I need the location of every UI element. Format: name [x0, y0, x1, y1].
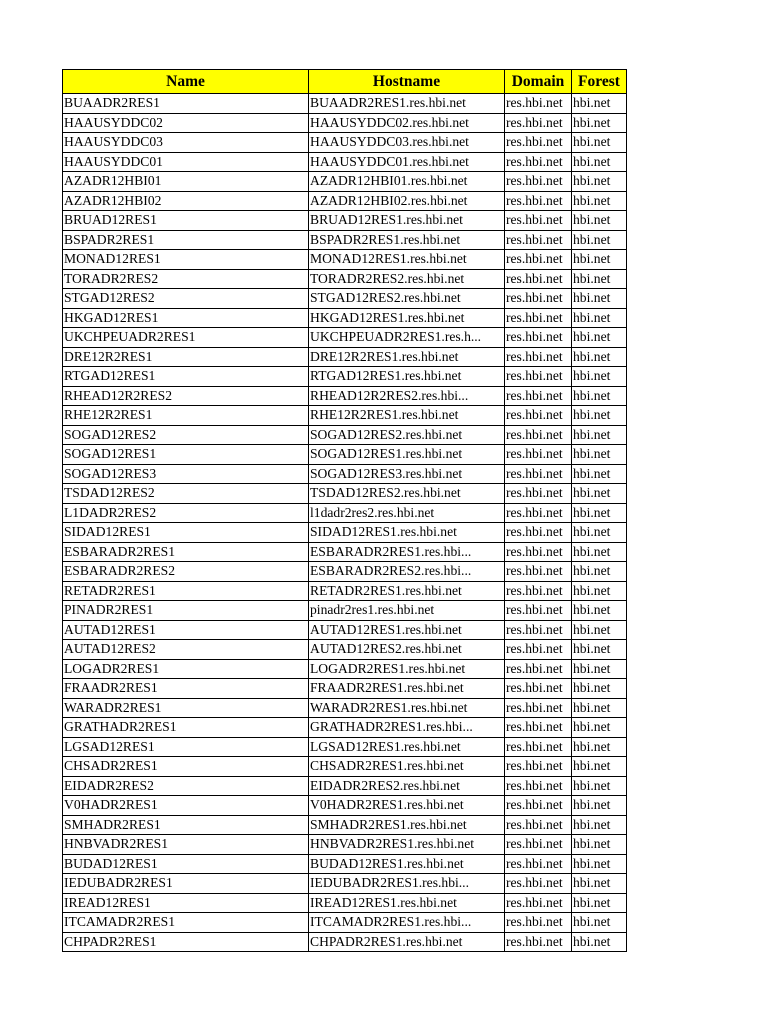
hostname-cell: HNBVADR2RES1.res.hbi.net	[309, 835, 505, 855]
domain-cell: res.hbi.net	[505, 230, 572, 250]
forest-cell: hbi.net	[572, 269, 627, 289]
hostname-cell: STGAD12RES2.res.hbi.net	[309, 289, 505, 309]
forest-cell: hbi.net	[572, 211, 627, 231]
domain-cell: res.hbi.net	[505, 308, 572, 328]
name-cell: CHPADR2RES1	[63, 932, 309, 952]
name-cell: STGAD12RES2	[63, 289, 309, 309]
name-cell: AZADR12HBI01	[63, 172, 309, 192]
hostname-cell: ESBARADR2RES1.res.hbi...	[309, 542, 505, 562]
table-row	[63, 289, 627, 309]
table-row	[63, 581, 627, 601]
forest-cell: hbi.net	[572, 601, 627, 621]
table-row	[63, 347, 627, 367]
domain-cell: res.hbi.net	[505, 523, 572, 543]
hostname-cell: RHE12R2RES1.res.hbi.net	[309, 406, 505, 426]
hostname-cell: LOGADR2RES1.res.hbi.net	[309, 659, 505, 679]
hostname-cell: BRUAD12RES1.res.hbi.net	[309, 211, 505, 231]
name-cell: AUTAD12RES1	[63, 620, 309, 640]
table-row	[63, 835, 627, 855]
domain-cell: res.hbi.net	[505, 776, 572, 796]
forest-cell: hbi.net	[572, 737, 627, 757]
domain-cell: res.hbi.net	[505, 133, 572, 153]
table-row	[63, 211, 627, 231]
name-cell: LOGADR2RES1	[63, 659, 309, 679]
name-cell: DRE12R2RES1	[63, 347, 309, 367]
name-cell: GRATHADR2RES1	[63, 718, 309, 738]
domain-cell: res.hbi.net	[505, 347, 572, 367]
forest-cell: hbi.net	[572, 757, 627, 777]
forest-cell: hbi.net	[572, 152, 627, 172]
forest-cell: hbi.net	[572, 230, 627, 250]
table-body	[63, 94, 627, 952]
forest-cell: hbi.net	[572, 133, 627, 153]
hostname-cell: MONAD12RES1.res.hbi.net	[309, 250, 505, 270]
table-row	[63, 562, 627, 582]
hostname-cell: TORADR2RES2.res.hbi.net	[309, 269, 505, 289]
forest-cell: hbi.net	[572, 620, 627, 640]
table-row	[63, 718, 627, 738]
name-cell: BRUAD12RES1	[63, 211, 309, 231]
hostname-cell: pinadr2res1.res.hbi.net	[309, 601, 505, 621]
hostname-cell: IREAD12RES1.res.hbi.net	[309, 893, 505, 913]
table-row	[63, 152, 627, 172]
domain-cell: res.hbi.net	[505, 698, 572, 718]
domain-cell: res.hbi.net	[505, 835, 572, 855]
name-cell: PINADR2RES1	[63, 601, 309, 621]
forest-cell: hbi.net	[572, 386, 627, 406]
hostname-cell: CHSADR2RES1.res.hbi.net	[309, 757, 505, 777]
table-row	[63, 698, 627, 718]
hostname-cell: DRE12R2RES1.res.hbi.net	[309, 347, 505, 367]
hostname-cell: HAAUSYDDC01.res.hbi.net	[309, 152, 505, 172]
table-row	[63, 854, 627, 874]
forest-cell: hbi.net	[572, 347, 627, 367]
hostname-cell: RHEAD12R2RES2.res.hbi...	[309, 386, 505, 406]
hostname-cell: FRAADR2RES1.res.hbi.net	[309, 679, 505, 699]
table-row	[63, 328, 627, 348]
hostname-cell: SOGAD12RES2.res.hbi.net	[309, 425, 505, 445]
name-cell: EIDADR2RES2	[63, 776, 309, 796]
forest-cell: hbi.net	[572, 328, 627, 348]
hostname-cell: V0HADR2RES1.res.hbi.net	[309, 796, 505, 816]
hostname-cell: SMHADR2RES1.res.hbi.net	[309, 815, 505, 835]
name-cell: AZADR12HBI02	[63, 191, 309, 211]
forest-cell: hbi.net	[572, 640, 627, 660]
table-row	[63, 172, 627, 192]
forest-cell: hbi.net	[572, 445, 627, 465]
domain-cell: res.hbi.net	[505, 152, 572, 172]
hostname-cell: HAAUSYDDC02.res.hbi.net	[309, 113, 505, 133]
name-cell: HAAUSYDDC01	[63, 152, 309, 172]
domain-cell: res.hbi.net	[505, 503, 572, 523]
domain-cell: res.hbi.net	[505, 718, 572, 738]
header-row	[63, 70, 627, 94]
forest-cell: hbi.net	[572, 679, 627, 699]
hostname-cell: EIDADR2RES2.res.hbi.net	[309, 776, 505, 796]
forest-cell: hbi.net	[572, 796, 627, 816]
forest-cell: hbi.net	[572, 191, 627, 211]
domain-cell: res.hbi.net	[505, 815, 572, 835]
column-header-hostname: Hostname	[309, 70, 505, 94]
table-row	[63, 133, 627, 153]
domain-cell: res.hbi.net	[505, 737, 572, 757]
hostname-cell: IEDUBADR2RES1.res.hbi...	[309, 874, 505, 894]
name-cell: SOGAD12RES2	[63, 425, 309, 445]
domain-cell: res.hbi.net	[505, 406, 572, 426]
column-header-forest: Forest	[572, 70, 627, 94]
table-row	[63, 230, 627, 250]
name-cell: SOGAD12RES3	[63, 464, 309, 484]
table-row	[63, 776, 627, 796]
forest-cell: hbi.net	[572, 367, 627, 387]
name-cell: HKGAD12RES1	[63, 308, 309, 328]
name-cell: AUTAD12RES2	[63, 640, 309, 660]
hostname-cell: SOGAD12RES3.res.hbi.net	[309, 464, 505, 484]
hostname-cell: CHPADR2RES1.res.hbi.net	[309, 932, 505, 952]
hostname-cell: BSPADR2RES1.res.hbi.net	[309, 230, 505, 250]
name-cell: ITCAMADR2RES1	[63, 913, 309, 933]
domain-cell: res.hbi.net	[505, 484, 572, 504]
forest-cell: hbi.net	[572, 698, 627, 718]
table-row	[63, 308, 627, 328]
name-cell: FRAADR2RES1	[63, 679, 309, 699]
hostname-cell: UKCHPEUADR2RES1.res.h...	[309, 328, 505, 348]
domain-cell: res.hbi.net	[505, 172, 572, 192]
hostname-cell: ITCAMADR2RES1.res.hbi...	[309, 913, 505, 933]
column-header-name: Name	[63, 70, 309, 94]
server-inventory-table	[62, 69, 627, 952]
table-row	[63, 484, 627, 504]
forest-cell: hbi.net	[572, 503, 627, 523]
forest-cell: hbi.net	[572, 835, 627, 855]
hostname-cell: GRATHADR2RES1.res.hbi...	[309, 718, 505, 738]
table-row	[63, 503, 627, 523]
domain-cell: res.hbi.net	[505, 445, 572, 465]
hostname-cell: AZADR12HBI01.res.hbi.net	[309, 172, 505, 192]
name-cell: IREAD12RES1	[63, 893, 309, 913]
table-row	[63, 679, 627, 699]
forest-cell: hbi.net	[572, 113, 627, 133]
forest-cell: hbi.net	[572, 484, 627, 504]
forest-cell: hbi.net	[572, 464, 627, 484]
name-cell: RETADR2RES1	[63, 581, 309, 601]
domain-cell: res.hbi.net	[505, 874, 572, 894]
table-row	[63, 523, 627, 543]
domain-cell: res.hbi.net	[505, 796, 572, 816]
domain-cell: res.hbi.net	[505, 250, 572, 270]
domain-cell: res.hbi.net	[505, 94, 572, 114]
name-cell: RTGAD12RES1	[63, 367, 309, 387]
forest-cell: hbi.net	[572, 874, 627, 894]
forest-cell: hbi.net	[572, 172, 627, 192]
domain-cell: res.hbi.net	[505, 367, 572, 387]
name-cell: WARADR2RES1	[63, 698, 309, 718]
table-header	[63, 70, 627, 94]
domain-cell: res.hbi.net	[505, 542, 572, 562]
forest-cell: hbi.net	[572, 893, 627, 913]
domain-cell: res.hbi.net	[505, 386, 572, 406]
table-row	[63, 737, 627, 757]
table-row	[63, 757, 627, 777]
name-cell: V0HADR2RES1	[63, 796, 309, 816]
table-row	[63, 620, 627, 640]
name-cell: BSPADR2RES1	[63, 230, 309, 250]
hostname-cell: SIDAD12RES1.res.hbi.net	[309, 523, 505, 543]
forest-cell: hbi.net	[572, 913, 627, 933]
forest-cell: hbi.net	[572, 562, 627, 582]
table-row	[63, 113, 627, 133]
domain-cell: res.hbi.net	[505, 191, 572, 211]
domain-cell: res.hbi.net	[505, 562, 572, 582]
forest-cell: hbi.net	[572, 289, 627, 309]
forest-cell: hbi.net	[572, 308, 627, 328]
table-row	[63, 815, 627, 835]
hostname-cell: SOGAD12RES1.res.hbi.net	[309, 445, 505, 465]
domain-cell: res.hbi.net	[505, 679, 572, 699]
hostname-cell: LGSAD12RES1.res.hbi.net	[309, 737, 505, 757]
name-cell: SIDAD12RES1	[63, 523, 309, 543]
table-row	[63, 913, 627, 933]
domain-cell: res.hbi.net	[505, 464, 572, 484]
table-row	[63, 796, 627, 816]
domain-cell: res.hbi.net	[505, 932, 572, 952]
domain-cell: res.hbi.net	[505, 659, 572, 679]
column-header-domain: Domain	[505, 70, 572, 94]
table-row	[63, 601, 627, 621]
hostname-cell: BUDAD12RES1.res.hbi.net	[309, 854, 505, 874]
name-cell: MONAD12RES1	[63, 250, 309, 270]
domain-cell: res.hbi.net	[505, 854, 572, 874]
hostname-cell: WARADR2RES1.res.hbi.net	[309, 698, 505, 718]
forest-cell: hbi.net	[572, 718, 627, 738]
name-cell: HNBVADR2RES1	[63, 835, 309, 855]
forest-cell: hbi.net	[572, 542, 627, 562]
hostname-cell: AUTAD12RES1.res.hbi.net	[309, 620, 505, 640]
table-row	[63, 269, 627, 289]
domain-cell: res.hbi.net	[505, 913, 572, 933]
name-cell: HAAUSYDDC03	[63, 133, 309, 153]
name-cell: RHEAD12R2RES2	[63, 386, 309, 406]
table-row	[63, 386, 627, 406]
forest-cell: hbi.net	[572, 776, 627, 796]
domain-cell: res.hbi.net	[505, 640, 572, 660]
name-cell: LGSAD12RES1	[63, 737, 309, 757]
domain-cell: res.hbi.net	[505, 289, 572, 309]
forest-cell: hbi.net	[572, 932, 627, 952]
forest-cell: hbi.net	[572, 406, 627, 426]
name-cell: IEDUBADR2RES1	[63, 874, 309, 894]
hostname-cell: BUAADR2RES1.res.hbi.net	[309, 94, 505, 114]
hostname-cell: HKGAD12RES1.res.hbi.net	[309, 308, 505, 328]
forest-cell: hbi.net	[572, 854, 627, 874]
name-cell: ESBARADR2RES2	[63, 562, 309, 582]
table-row	[63, 464, 627, 484]
name-cell: RHE12R2RES1	[63, 406, 309, 426]
table-row	[63, 659, 627, 679]
domain-cell: res.hbi.net	[505, 425, 572, 445]
hostname-cell: RTGAD12RES1.res.hbi.net	[309, 367, 505, 387]
forest-cell: hbi.net	[572, 94, 627, 114]
name-cell: TSDAD12RES2	[63, 484, 309, 504]
forest-cell: hbi.net	[572, 250, 627, 270]
table-row	[63, 367, 627, 387]
forest-cell: hbi.net	[572, 523, 627, 543]
hostname-cell: ESBARADR2RES2.res.hbi...	[309, 562, 505, 582]
table-row	[63, 874, 627, 894]
name-cell: L1DADR2RES2	[63, 503, 309, 523]
name-cell: UKCHPEUADR2RES1	[63, 328, 309, 348]
domain-cell: res.hbi.net	[505, 581, 572, 601]
name-cell: HAAUSYDDC02	[63, 113, 309, 133]
domain-cell: res.hbi.net	[505, 113, 572, 133]
table-row	[63, 425, 627, 445]
table-row	[63, 932, 627, 952]
table-row	[63, 406, 627, 426]
hostname-cell: AZADR12HBI02.res.hbi.net	[309, 191, 505, 211]
table-row	[63, 542, 627, 562]
forest-cell: hbi.net	[572, 581, 627, 601]
table-row	[63, 250, 627, 270]
domain-cell: res.hbi.net	[505, 620, 572, 640]
name-cell: BUAADR2RES1	[63, 94, 309, 114]
hostname-cell: AUTAD12RES2.res.hbi.net	[309, 640, 505, 660]
name-cell: SMHADR2RES1	[63, 815, 309, 835]
table-row	[63, 191, 627, 211]
domain-cell: res.hbi.net	[505, 893, 572, 913]
domain-cell: res.hbi.net	[505, 601, 572, 621]
name-cell: TORADR2RES2	[63, 269, 309, 289]
hostname-cell: l1dadr2res2.res.hbi.net	[309, 503, 505, 523]
table-row	[63, 893, 627, 913]
hostname-cell: HAAUSYDDC03.res.hbi.net	[309, 133, 505, 153]
table-row	[63, 445, 627, 465]
hostname-cell: RETADR2RES1.res.hbi.net	[309, 581, 505, 601]
name-cell: CHSADR2RES1	[63, 757, 309, 777]
domain-cell: res.hbi.net	[505, 211, 572, 231]
table-row	[63, 640, 627, 660]
hostname-cell: TSDAD12RES2.res.hbi.net	[309, 484, 505, 504]
domain-cell: res.hbi.net	[505, 328, 572, 348]
domain-cell: res.hbi.net	[505, 757, 572, 777]
name-cell: SOGAD12RES1	[63, 445, 309, 465]
table-row	[63, 94, 627, 114]
name-cell: ESBARADR2RES1	[63, 542, 309, 562]
domain-cell: res.hbi.net	[505, 269, 572, 289]
name-cell: BUDAD12RES1	[63, 854, 309, 874]
forest-cell: hbi.net	[572, 425, 627, 445]
forest-cell: hbi.net	[572, 659, 627, 679]
forest-cell: hbi.net	[572, 815, 627, 835]
